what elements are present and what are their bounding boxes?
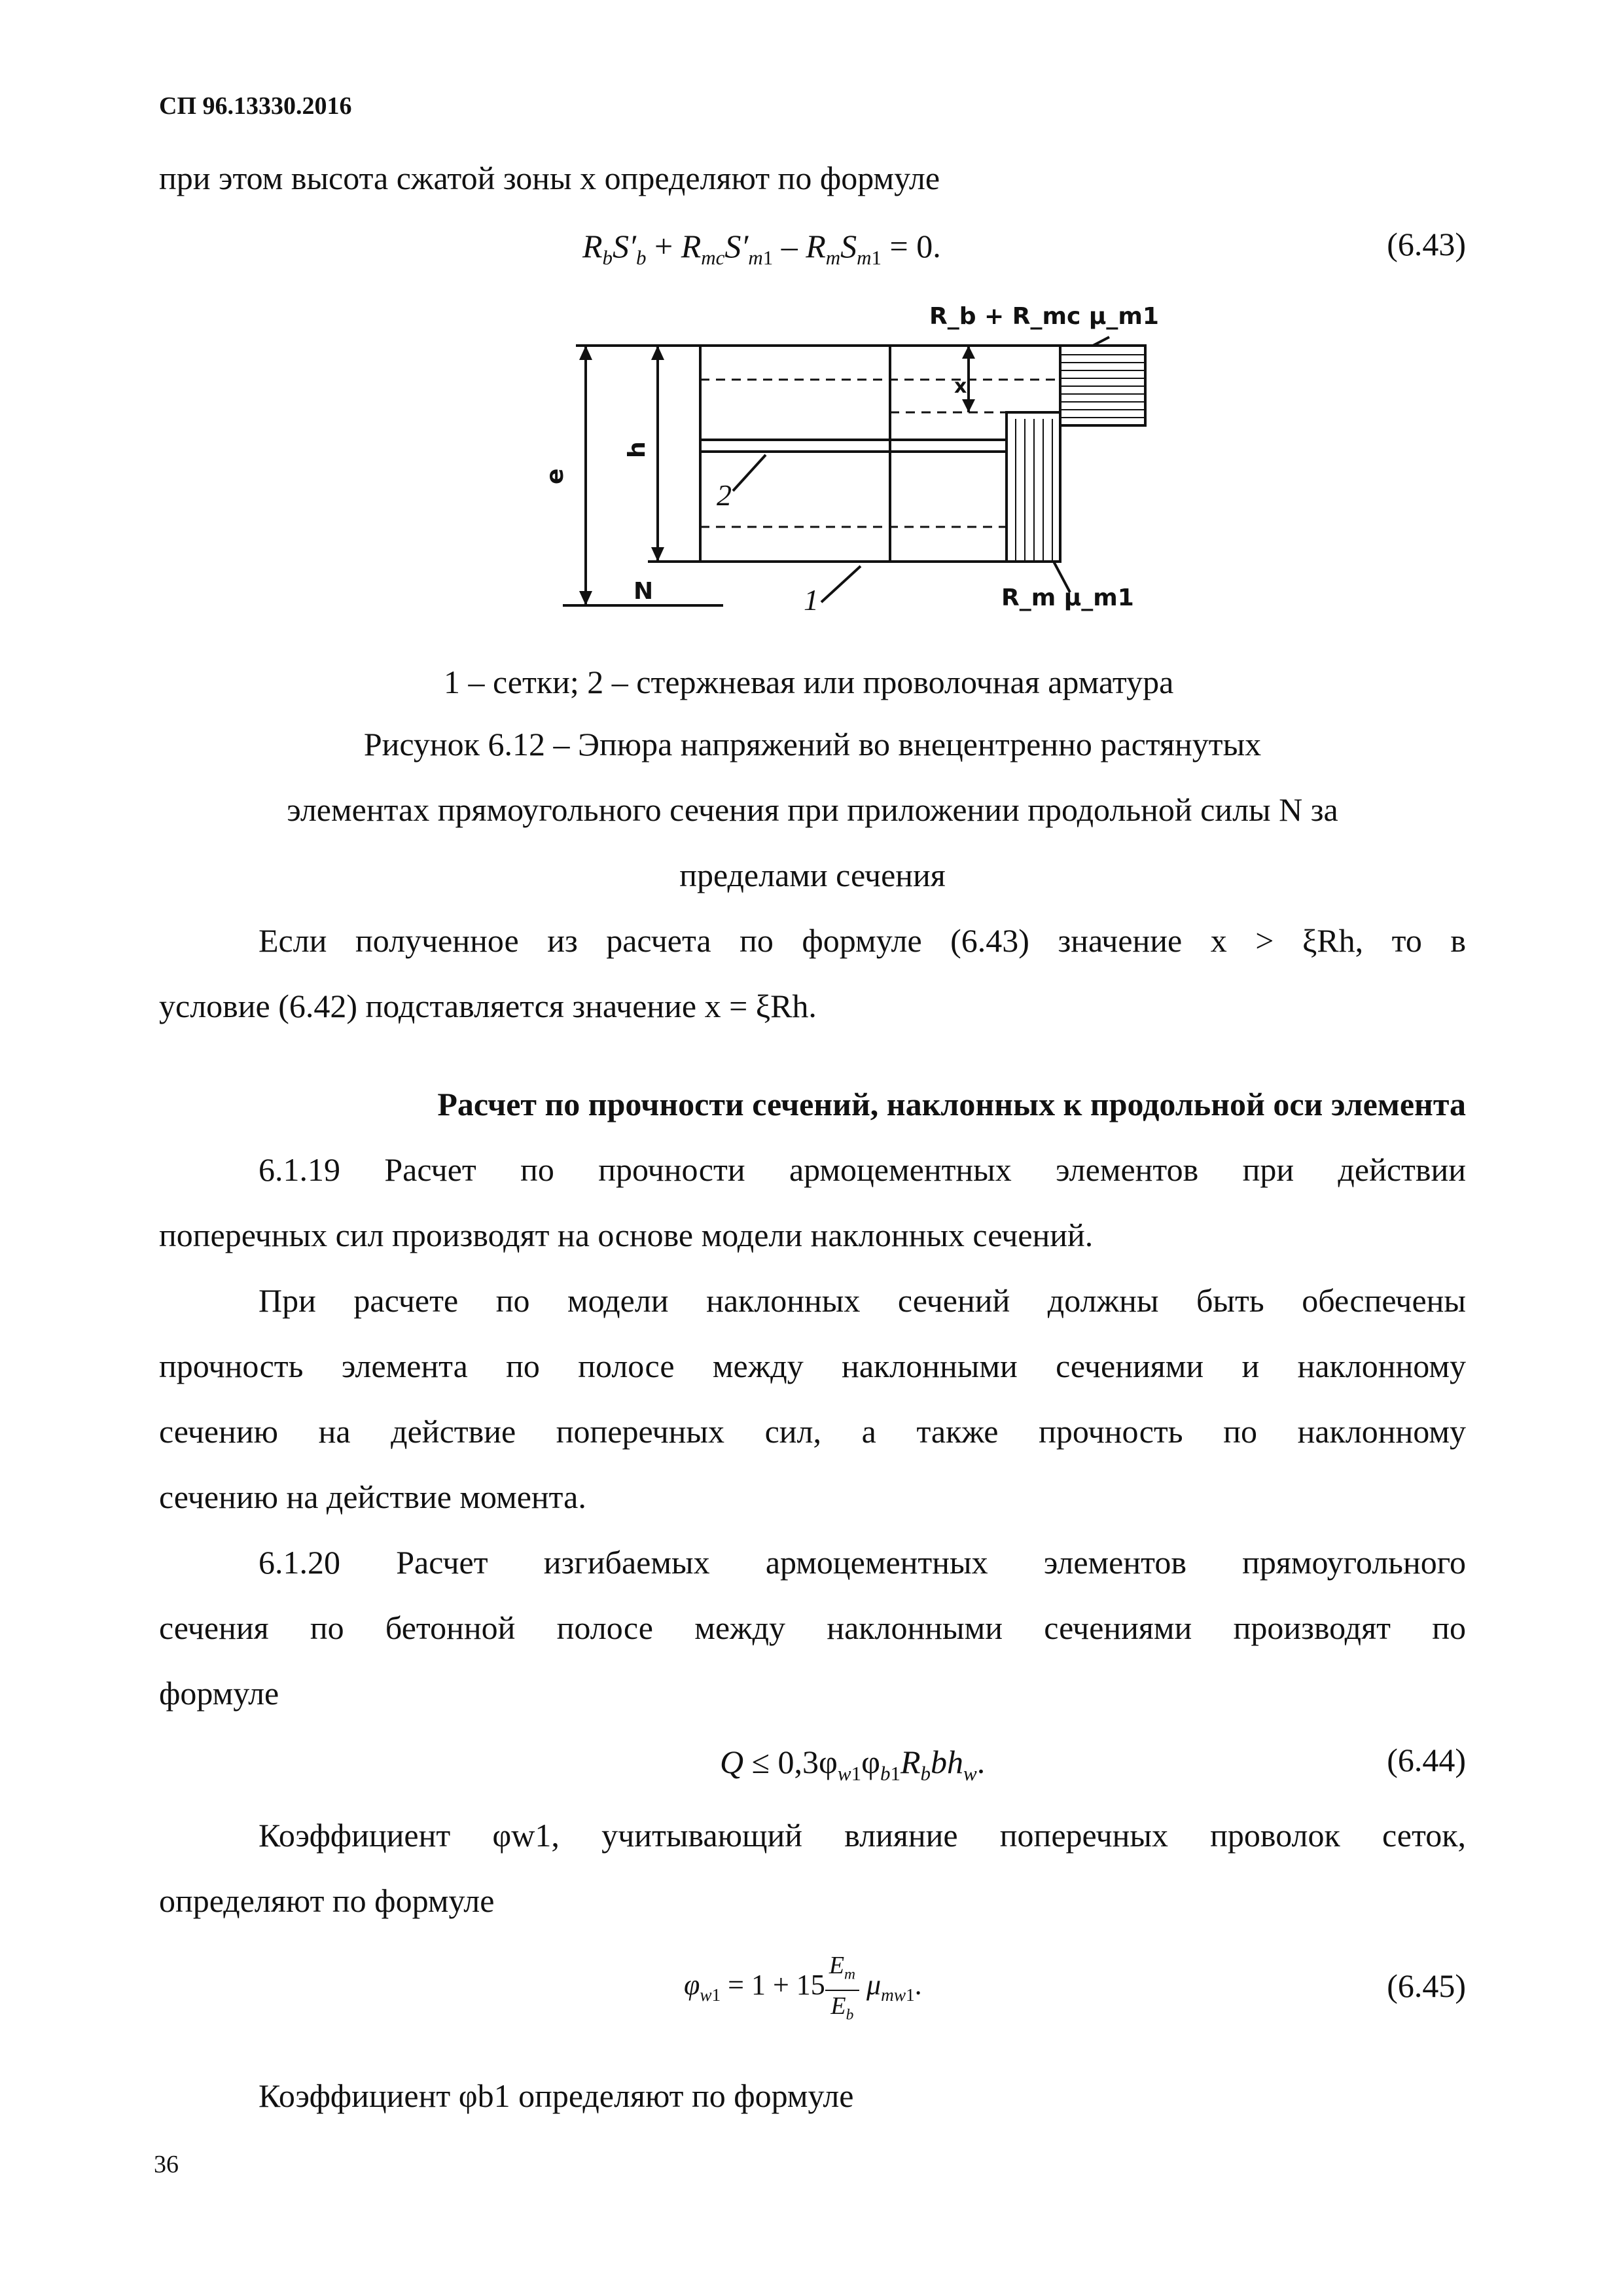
para2-line-2: поперечных сил производят на основе модели наклонных сечений. (159, 1217, 1094, 1253)
para5-line-1: Коэффициент φw1, учитывающий влияние поперечных проволок сеток, (259, 1817, 1466, 1854)
formula-6-43: $R_bS'_b + R_{mc}S'_{m1} - R_mS_{m1} = 0$. (582, 228, 941, 269)
figure-6-12-stress-diagram (542, 295, 1165, 635)
label-N: N (633, 578, 654, 605)
figure-caption-line-3: пределами сечения (679, 857, 946, 893)
para2-line-1: 6.1.19 Расчет по прочности армоцементных элементов при действии (259, 1151, 1466, 1188)
para1-line-2: условие (6.42) подставляется значение x = ξRh. (159, 988, 817, 1024)
figure-legend: 1 – сетки; 2 – стержневая или проволочная арматура (444, 664, 1174, 700)
intro-line: при этом высота сжатой зоны x определяют по формуле (159, 160, 940, 196)
label-tension-stress: R_m μ_m1 (1001, 584, 1134, 611)
label-e: e (542, 468, 569, 484)
para4-line-1: 6.1.20 Расчет изгибаемых армоцементных элементов прямоугольного (259, 1544, 1466, 1581)
figure-caption-line-1: Рисунок 6.12 – Эпюра напряжений во внецентренно растянутых (363, 726, 1262, 762)
figure-caption-line-2: элементах прямоугольного сечения при приложении продольной силы N за (287, 791, 1338, 828)
para3-line-1: При расчете по модели наклонных сечений должны быть обеспечены (259, 1282, 1466, 1319)
para6: Коэффициент φb1 определяют по формуле (259, 2077, 854, 2114)
label-x: x (954, 375, 967, 398)
equation-number-6-43: (6.43) (1387, 226, 1466, 262)
para4-line-2: сечения по бетонной полосе между наклонными сечениями производят по (159, 1609, 1466, 1646)
label-compression-stress: R_b + R_mc μ_m1 (929, 303, 1159, 330)
equation-number-6-45: (6.45) (1387, 1967, 1466, 2004)
formula-6-45: $\varphi_{w1} = 1 + 15$ $\frac{E_m}{E_b}$ $\mu_{mw1}$. (684, 1952, 922, 2024)
para3-line-2: прочность элемента по полосе между наклонными сечениями и наклонному (159, 1348, 1466, 1384)
para3-line-4: сечению на действие момента. (159, 1479, 586, 1515)
section-title: Расчет по прочности сечений, наклонных к продольной оси элемента (437, 1086, 1466, 1122)
para3-line-3: сечению на действие поперечных сил, а также прочность по наклонному (159, 1413, 1466, 1450)
para5-line-2: определяют по формуле (159, 1882, 495, 1919)
section-outline (700, 346, 890, 562)
para1-line-1: Если полученное из расчета по формуле (6.43) значение x > ξRh, то в (259, 922, 1466, 959)
label-2: 2 (717, 478, 732, 512)
label-1: 1 (804, 583, 819, 617)
equation-number-6-44: (6.44) (1387, 1742, 1466, 1778)
page-number: 36 (154, 2151, 179, 2178)
formula-6-44: $Q \le 0,3\varphi_{w1}\varphi_{b1}R_bbh_w$. (720, 1744, 986, 1785)
label-h: h (624, 441, 651, 458)
doc-code: СП 96.13330.2016 (159, 92, 352, 120)
para4-line-3: формуле (159, 1675, 279, 1712)
